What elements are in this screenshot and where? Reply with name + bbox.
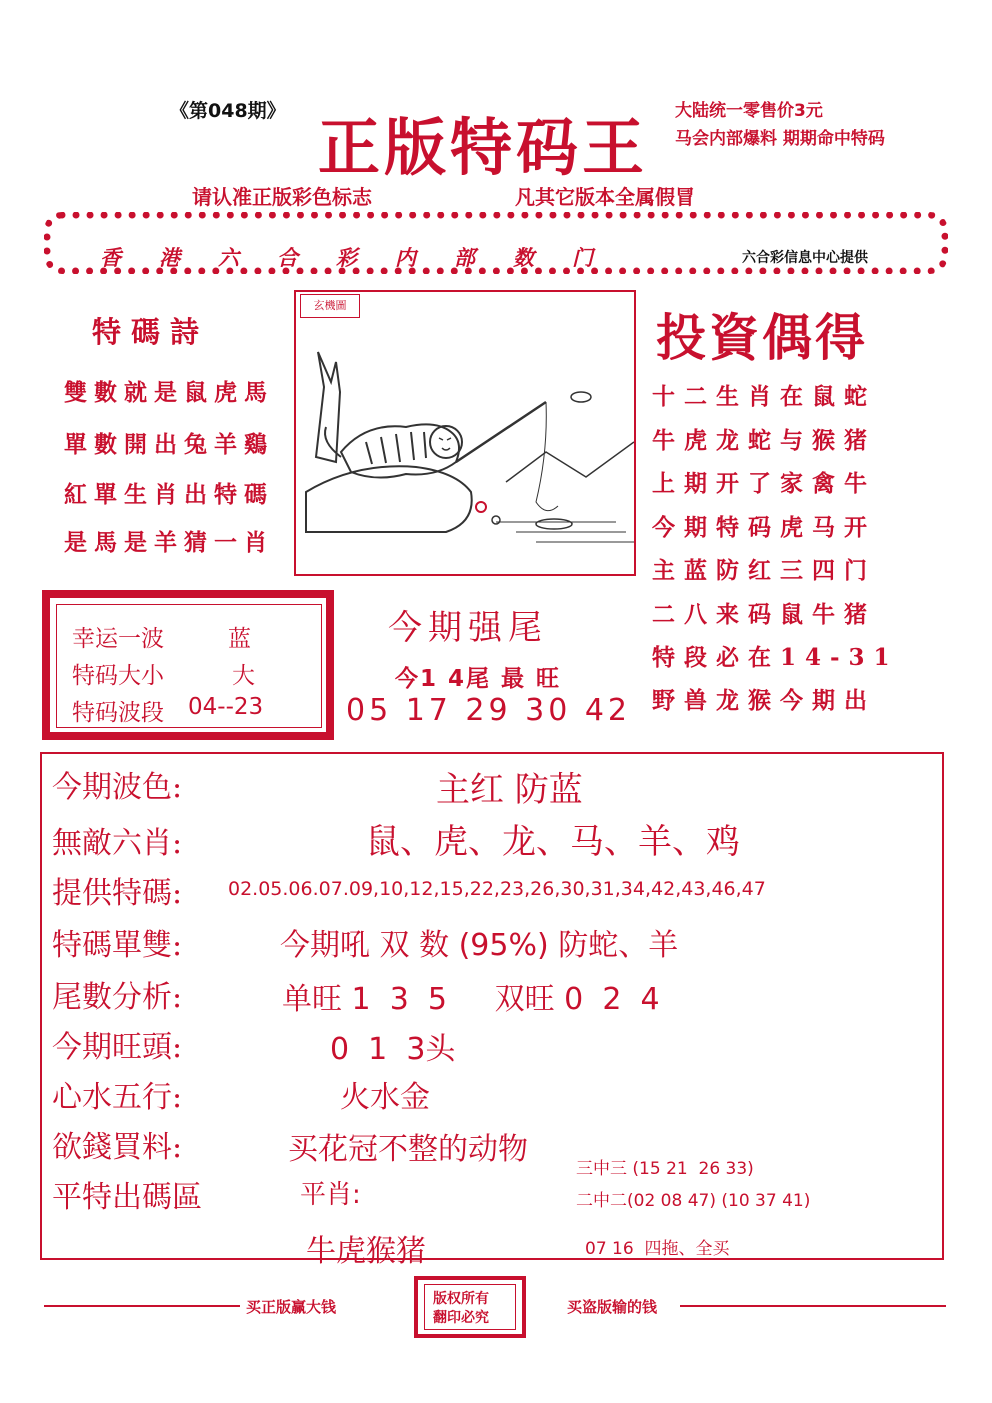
footer-left-slogan: 买正版赢大钱 <box>246 1298 337 1316</box>
poem-line: 雙數就是鼠虎馬 <box>64 379 274 406</box>
special-code-label: 提供特碼: <box>52 876 183 911</box>
copyright-line-2: 翻印必究 <box>433 1310 489 1326</box>
price-text: 大陆统一零售价3元 <box>675 101 823 121</box>
invest-title: 投資偶得 <box>656 308 868 367</box>
footer-right-slogan: 买盗版输的钱 <box>567 1298 658 1316</box>
lucky-wave-value: 蓝 <box>228 626 251 652</box>
poem-line: 紅單生肖出特碼 <box>64 481 274 508</box>
combo-four-drag: 07 16 四拖、全买 <box>585 1239 730 1259</box>
page-title: 正版特码王 <box>318 111 649 184</box>
combo-three: 三中三 (15 21 26 33) <box>576 1159 754 1179</box>
lucky-size-value: 大 <box>232 663 255 689</box>
footer-rule-right <box>680 1305 946 1307</box>
five-element-value: 火水金 <box>340 1080 430 1115</box>
invest-line: 十二生肖在鼠蛇 <box>652 383 876 410</box>
strong-tail-numbers: 05 17 29 30 42 <box>346 693 632 728</box>
wave-color-label: 今期波色: <box>52 770 183 805</box>
tiger-fishing-sketch <box>296 292 634 574</box>
riddle-picture <box>294 290 636 576</box>
poem-line: 單數開出兔羊鷄 <box>64 431 274 458</box>
special-code-value: 02.05.06.07.09,10,12,15,22,23,26,30,31,34,42,43,46,47 <box>228 878 766 900</box>
poem-line: 是馬是羊猜一肖 <box>64 529 274 556</box>
flat-zone-label: 平特出碼區 <box>52 1180 202 1215</box>
invest-line: 牛虎龙蛇与猴猪 <box>652 427 876 454</box>
inside-info-text: 马会内部爆料 期期命中特码 <box>675 129 885 149</box>
tail-analysis-value: 单旺 1 3 5 双旺 0 2 4 <box>282 982 660 1017</box>
five-element-label: 心水五行: <box>52 1080 183 1115</box>
six-zodiac-label: 無敵六肖: <box>52 826 183 861</box>
invest-line: 主蓝防红三四门 <box>652 557 876 584</box>
wave-color-value: 主红 防蓝 <box>436 770 583 810</box>
flat-zodiac-label: 平肖: <box>300 1180 361 1210</box>
head-label: 今期旺頭: <box>52 1030 183 1065</box>
money-tip-label: 欲錢買料: <box>52 1130 183 1165</box>
lucky-size-label: 特码大小 <box>72 663 164 689</box>
invest-line: 上期开了家禽牛 <box>652 470 876 497</box>
invest-line: 特段必在14-31 <box>652 644 899 671</box>
lucky-wave-label: 幸运一波 <box>72 626 164 652</box>
odd-even-label: 特碼單雙: <box>52 928 183 963</box>
authentic-notice: 请认准正版彩色标志 <box>192 185 372 209</box>
lucky-range-value: 04--23 <box>188 694 264 720</box>
invest-line: 二八来码鼠牛猪 <box>652 601 876 628</box>
money-tip-value: 买花冠不整的动物 <box>288 1132 528 1167</box>
invest-line: 野兽龙猴今期出 <box>652 687 876 714</box>
tail-analysis-label: 尾數分析: <box>52 980 183 1015</box>
counterfeit-notice: 凡其它版本全属假冒 <box>515 185 695 209</box>
odd-even-value: 今期吼 双 数 (95%) 防蛇、羊 <box>280 928 679 963</box>
strong-tail-title: 今期强尾 <box>388 608 548 648</box>
banner-title: 香港六合彩内部数门 <box>100 246 631 270</box>
picture-stamp: 玄機圖 <box>300 294 360 318</box>
head-value: 0 1 3头 <box>330 1032 456 1067</box>
strong-tail-line: 今1 4尾 最 旺 <box>395 666 562 692</box>
issue-number: 《第048期》 <box>170 100 286 122</box>
banner-credit: 六合彩信息中心提供 <box>742 250 868 266</box>
copyright-line-1: 版权所有 <box>433 1291 489 1307</box>
six-zodiac-value: 鼠、虎、龙、马、羊、鸡 <box>366 822 740 862</box>
lucky-range-label: 特码波段 <box>72 700 164 726</box>
combo-two: 二中二(02 08 47) (10 37 41) <box>576 1191 811 1211</box>
flat-zodiac-animals: 牛虎猴猪 <box>306 1234 426 1269</box>
poem-title: 特碼詩 <box>92 315 210 349</box>
invest-line: 今期特码虎马开 <box>652 514 876 541</box>
footer-rule-left <box>44 1305 240 1307</box>
